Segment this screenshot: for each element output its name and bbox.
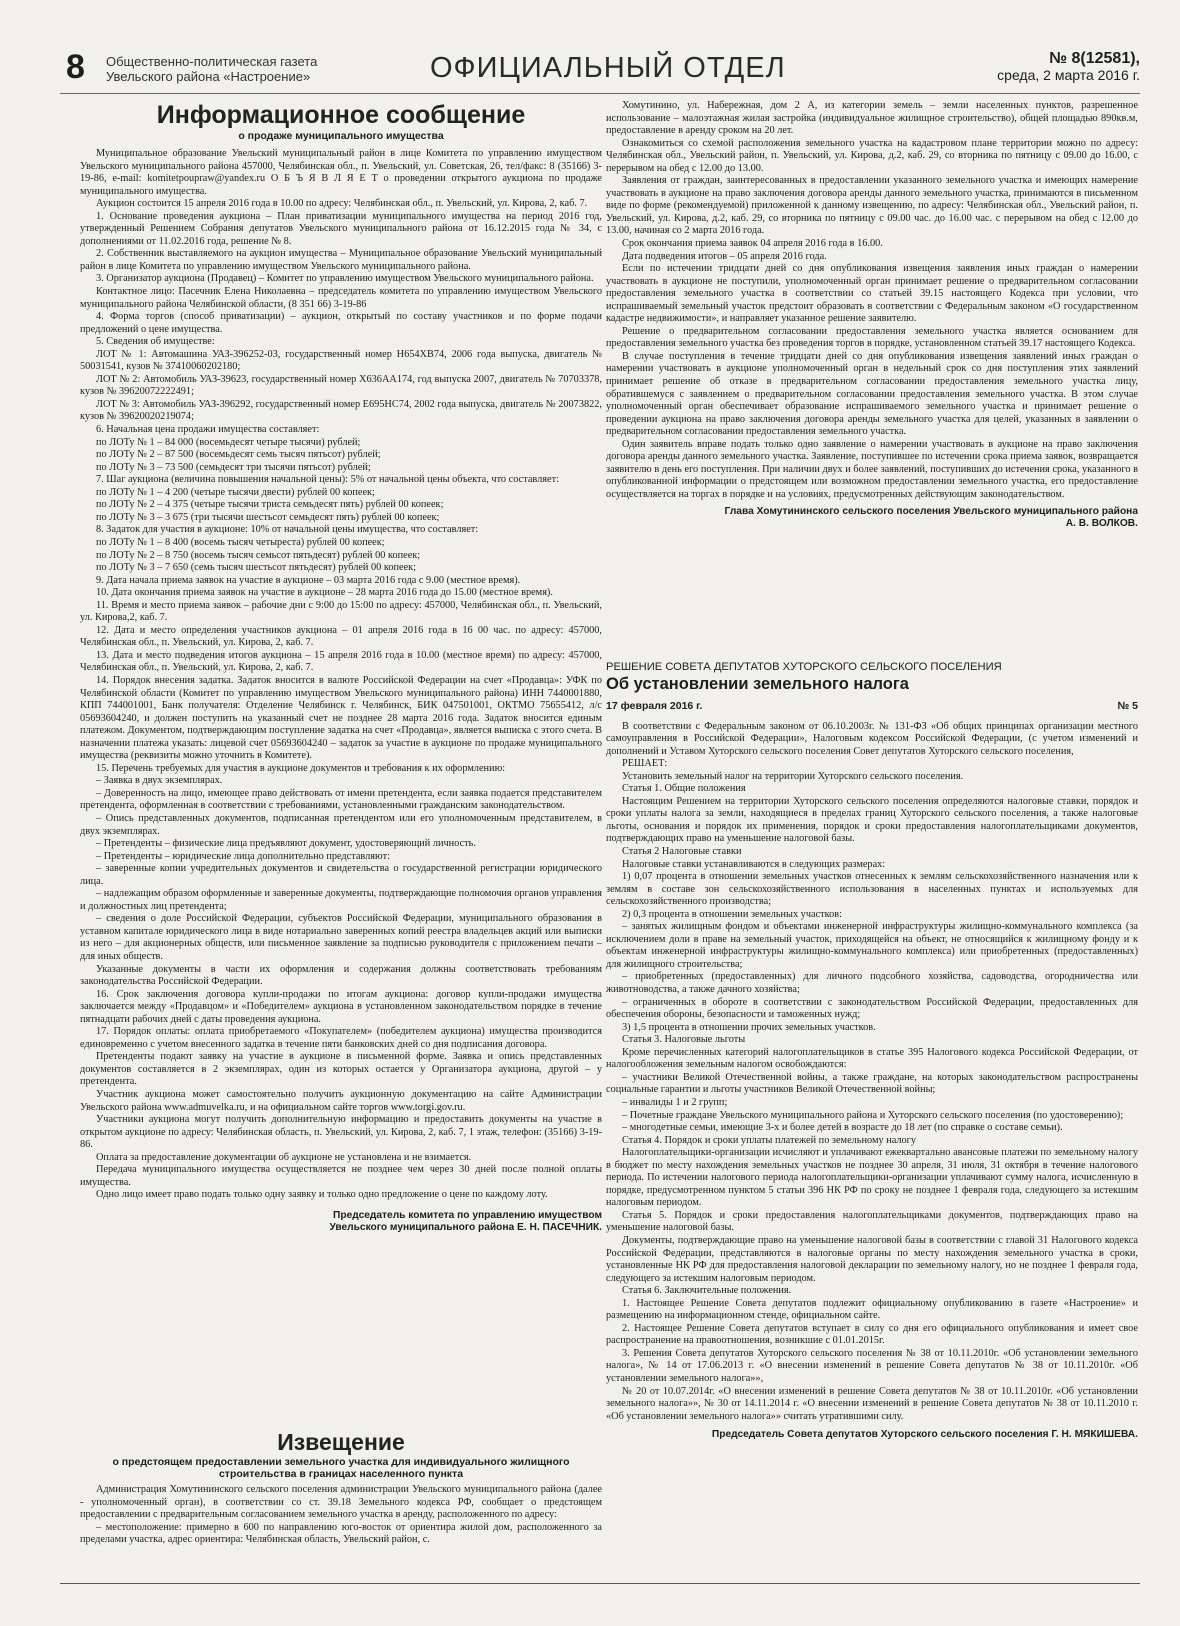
- decision-paragraph: Документы, подтверждающие право на уменьшение налоговой базы в соответствии с главой 31 Налогового кодекса Российской Федерации, представляются в налоговые органы по месту нахождения земельного участка в сроки, установленные НК РФ для предоставления налоговой декларации по земельному налогу, но не позднее 1 февраля года, следующего за истекшим налоговым периодом.: [606, 1234, 1138, 1284]
- info-message-paragraph: – Претенденты – юридические лица дополнительно представляют:: [96, 850, 390, 862]
- page-number: 8: [66, 48, 85, 86]
- newspaper-name: [106, 54, 317, 84]
- info-message-paragraph: Одно лицо имеет право подать только одну заявку и только одно предложение о цене по каждому лоту.: [96, 1189, 548, 1201]
- info-message-paragraph: по ЛОТу № 2 – 4 375 (четыре тысячи триста семьдесят пять) рублей 00 копеек;: [96, 499, 444, 511]
- decision-paragraph: 1. Настоящее Решение Совета депутатов подлежит официальному опубликованию в газете «Настроение» и размещению на информационном стенде, официальном сайте.: [606, 1297, 1138, 1322]
- info-message-paragraph: по ЛОТу № 2 – 87 500 (восемьдесят семь тысяч пятьсот) рублей;: [96, 449, 381, 461]
- info-message-paragraph: – Заявка в двух экземплярах.: [96, 775, 223, 787]
- notice-continuation-paragraph: Дата подведения итогов – 05 апреля 2016 года.: [622, 250, 827, 262]
- info-message-paragraph: Муниципальное образование Увельский муниципальный район в лице Комитета по управлению имуществом Увельского муниципального района 457000, Челябинская обл., п. Увельский, ул. Советская, 26, тел/факс: 8 (35166) 3-19-86, e-mail: komitetpoupraw@yandex.ru О Б Ъ Я В Л Я Е Т о проведении открытого аукциона по продаже муниципального имущества.: [80, 148, 602, 197]
- info-message-paragraph: – Опись представленных документов, подписанная претендентом или его уполномоченным представителем, в двух экземплярах.: [80, 812, 602, 837]
- info-message-paragraph: 1. Основание проведения аукциона – План приватизации муниципального имущества на период 2016 год, утвержденный Решением Собрания депутатов Увельского муниципального района от 16.12.2015 года № 34, с дополнениями от 11.02.2016 года, решение № 8.: [80, 210, 602, 247]
- decision-paragraph: Настоящим Решением на территории Хуторского сельского поселения определяются налоговые ставки, порядок и сроки уплаты налога за земли, находящиеся в пределах границ Хуторского сельского поселения, а также налоговые льготы, основания и порядок их применения, порядок и сроки предоставления налогоплательщиками документов, подтверждающих право на уменьшение налоговой базы.: [606, 795, 1138, 845]
- info-message-paragraph: Аукцион состоится 15 апреля 2016 года в 10.00 по адресу: Челябинская обл., п. Увельский, ул. Кирова, 2, каб. 7.: [96, 198, 588, 210]
- decision-paragraph: – участники Великой Отечественной войны, а также граждане, на которых законодательством распространены социальные гарантии и льготы участников Великой Отечественной войны;: [606, 1071, 1138, 1096]
- notice-body: [80, 1484, 602, 1547]
- notice-continuation-paragraph: Хомутинино, ул. Набережная, дом 2 А, из категории земель – земли населенных пунктов, разрешенное использование – малоэтажная жилая застройка (индивидуальное жилищное строительство), общей площадью 890кв.м, предоставление в аренду сроком на 20 лет.: [606, 100, 1138, 137]
- info-message-paragraph: 17. Порядок оплаты: оплата приобретаемого «Покупателем» (победителем аукциона) имущества производится единовременно с учетом внесенного задатка в течение пяти банковских дней со дня подписания договора.: [80, 1026, 602, 1050]
- decision-paragraph: – занятых жилищным фондом и объектами инженерной инфраструктуры жилищно-коммунального комплекса (за исключением доли в праве на земельный участок, приходящейся на объект, не относящийся к жилищному фонду и к объектам инженерной инфраструктуры жилищно-коммунального комплекса) или приобретенных (предоставленных) для жилищного строительства;: [606, 921, 1138, 970]
- decision-paragraph: Статья 6. Заключительные положения.: [622, 1285, 792, 1297]
- info-message-paragraph: – надлежащим образом оформленные и заверенные документы, подтверждающие полномочия органов управления и должностных лиц претендента;: [80, 888, 602, 912]
- info-message-paragraph: по ЛОТу № 3 – 3 675 (три тысячи шестьсот семьдесят пять) рублей 00 копеек;: [96, 511, 440, 523]
- decision-paragraph: Установить земельный налог на территории Хуторского сельского поселения.: [622, 770, 964, 782]
- info-message-sign-1: Председатель комитета по управлению имуществом: [333, 1209, 602, 1221]
- notice-continuation-paragraph: Заявления от граждан, заинтересованных в предоставлении указанного земельного участка и имеющих намерение участвовать в аукционе на право заключения договора аренды данного земельного участка, принимаются в письменном виде по форме (рекомендуемой) приложенной к данному извещению, по адресу: Челябинская обл., Увельский район, п. Увельский, ул. Кирова, д.2, каб. 29, со вторника по пятницу с 09.00 час. до 16.00 час. с перерывом на обед с 12.00 до 13.00, начиная со 2 марта 2016 года.: [606, 175, 1138, 237]
- info-message-title: Информационное сообщение: [156, 101, 526, 129]
- info-message-article: [80, 100, 602, 1418]
- info-message-paragraph: 5. Сведения об имуществе:: [96, 336, 215, 348]
- decision-title: Об установлении земельного налога: [606, 675, 909, 693]
- decision-paragraph: 2) 0,3 процента в отношении земельных участков:: [622, 908, 843, 920]
- info-message-paragraph: по ЛОТу № 2 – 8 750 (восемь тысяч семьсот пятьдесят) рублей 00 копеек;: [96, 549, 421, 561]
- info-message-paragraph: 15. Перечень требуемых для участия в аукционе документов и требования к их оформлению:: [96, 762, 506, 774]
- notice-continuation-paragraph: В случае поступления в течение тридцати дней со дня опубликования извещения заявлений иных граждан о намерении участвовать в аукционе уполномоченный орган в недельный срок со дня поступления этих заявлений принимает решение об отказе в предварительном согласовании предоставления земельного участка лицу, обратившемуся с заявлением о предварительном согласовании предоставления земельного участка. В этом случае уполномоченный орган обеспечивает образование испрашиваемого земельного участка и принимает решение о проведении аукциона на право заключения договора аренды земельного участка для целей, указанных в заявлении о предварительном согласовании предоставления земельного участка.: [606, 350, 1138, 438]
- decision-header: РЕШЕНИЕ СОВЕТА ДЕПУТАТОВ ХУТОРСКОГО СЕЛЬСКОГО ПОСЕЛЕНИЯ: [606, 661, 1002, 673]
- decision-paragraph: Кроме перечисленных категорий налогоплательщиков в статье 395 Налогового кодекса Российской Федерации, от налогообложения земельным налогом освобождаются:: [606, 1046, 1138, 1071]
- decision-paragraph: 3) 1,5 процента в отношении прочих земельных участков.: [622, 1021, 876, 1033]
- notice-sign-2: А. В. ВОЛКОВ.: [1065, 518, 1138, 529]
- decision-paragraph: – многодетные семьи, имеющие 3-х и более детей в возрасте до 18 лет (по справке о составе семьи).: [622, 1122, 1063, 1134]
- info-message-paragraph: Передача муниципального имущества осуществляется не позднее чем через 30 дней после полной оплаты имущества.: [80, 1164, 602, 1188]
- decision-paragraph: – инвалиды 1 и 2 групп;: [622, 1096, 728, 1108]
- newspaper-name-line1: Общественно-политическая газета: [106, 54, 318, 69]
- info-message-paragraph: 13. Дата и место подведения итогов аукциона – 15 апреля 2016 года в 10.00 (местное время) по адресу: 457000, Челябинская обл., п. Увельский, ул. Кирова, 2, каб. 7.: [80, 649, 602, 674]
- decision-paragraph: Статья 3. Налоговые льготы: [622, 1034, 746, 1046]
- info-message-paragraph: 7. Шаг аукциона (величина повышения начальной цены): 5% от начальной цены объекта, что составляет:: [96, 474, 559, 486]
- decision-body: [606, 721, 1138, 1424]
- notice-continuation: [606, 100, 1138, 660]
- info-message-paragraph: по ЛОТу № 1 – 84 000 (восемьдесят четыре тысячи) рублей;: [96, 436, 361, 448]
- notice-continuation-paragraph: Срок окончания приема заявок 04 апреля 2016 года в 16.00.: [622, 238, 883, 250]
- issue-info: [997, 50, 1140, 84]
- decision-date-row: [606, 700, 1138, 713]
- info-message-paragraph: 9. Дата начала приема заявок на участие в аукционе – 03 марта 2016 года с 9.00 (местное время).: [96, 574, 521, 586]
- notice-paragraph: – местоположение: примерно в 600 по направлению юго-восток от ориентира жилой дом, расположенного за пределами участка, адрес ориентира: Челябинская область, Увельский район, с.: [80, 1521, 602, 1546]
- decision-date: 17 февраля 2016 г.: [606, 700, 703, 712]
- decision-paragraph: Статья 4. Порядок и сроки уплаты платежей по земельному налогу: [622, 1134, 917, 1146]
- info-message-paragraph: по ЛОТу № 1 – 4 200 (четыре тысячи двести) рублей 00 копеек;: [96, 486, 375, 498]
- decision-number: № 5: [1117, 700, 1138, 712]
- decision-sign: Председатель Совета депутатов Хуторского сельского поселения Г. Н. МЯКИШЕВА.: [711, 1429, 1138, 1441]
- decision-paragraph: Налогоплательщики-организации исчисляют и уплачивают ежеквартально авансовые платежи по земельному налогу в бюджет по месту нахождения земельных участков не позднее 30 апреля, 31 июля, 31 октября в течение налогового периода. По истечении налогового периода налогоплательщики-организации уплачивают сумму налога, исчисленную в порядке, предусмотренном пунктом 5 статьи 396 НК РФ по сроку не позднее 1 февраля года, следующего за истекшим налоговым периодом.: [606, 1147, 1138, 1209]
- notice-continuation-paragraph: Если по истечении тридцати дней со дня опубликования извещения заявления иных граждан о намерении участвовать в аукционе не поступили, уполномоченный орган принимает решение о предварительном согласовании предоставления земельного участка в соответствии со статьей 39.15 настоящего Кодекса при условии, что испрашиваемый земельный участок предстоит образовать в соответствии с Федеральным законом «О государственном кадастре недвижимости», и направляет указанное решение заявителю.: [606, 263, 1138, 325]
- info-message-paragraph: 2. Собственник выставляемого на аукцион имущества – Муниципальное образование Увельский муниципальный район в лице Комитета по управлению имуществом Увельского муниципального района.: [80, 248, 602, 272]
- info-message-body: [80, 148, 602, 1202]
- info-message-paragraph: 16. Срок заключения договора купли-продажи по итогам аукциона: договор купли-продажи имущества заключается между «Продавцом» и «Победителем» аукциона в установленном законодательством порядке в течение пятнадцати рабочих дней с даты проведения аукциона.: [80, 988, 602, 1025]
- decision-paragraph: Статья 2 Налоговые ставки: [622, 846, 742, 858]
- page-header: [60, 48, 1140, 90]
- decision-paragraph: – Почетные граждане Увельского муниципального района и Хуторского сельского поселения (по удостоверению);: [622, 1109, 1124, 1121]
- info-message-paragraph: 10. Дата окончания приема заявок на участие в аукционе – 28 марта 2016 года до 15.00 (местное время).: [96, 587, 553, 599]
- info-message-paragraph: 3. Организатор аукциона (Продавец) – Комитет по управлению имуществом Увельского муниципального района.: [96, 273, 594, 285]
- bottom-rule: [60, 1583, 1140, 1584]
- notice-sign-1: Глава Хомутининского сельского поселения Увельского муниципального района: [724, 505, 1138, 517]
- info-message-paragraph: 6. Начальная цена продажи имущества составляет:: [96, 424, 320, 436]
- notice-paragraph: Администрация Хомутининского сельского поселения администрации Увельского муниципального района (далее - уполномоченный орган), в соответствии со ст. 39.18 Земельного кодекса РФ, сообщает о предстоящем предоставлении с предварительным согласованием земельного участка в аренду, расположенного по адресу:: [80, 1484, 602, 1521]
- decision-paragraph: Статья 1. Общие положения: [622, 783, 746, 795]
- notice-subtitle: о предстоящем предоставлении земельного участка для индивидуального жилищного строительства в границах населенного пункта: [112, 1456, 570, 1480]
- info-message-paragraph: – Доверенность на лицо, имеющее право действовать от имени претендента, если заявка подается представителем претендента, оформленная в соответствии с требованиями, установленными гражданским законодательством.: [80, 787, 602, 812]
- newspaper-name-line2: Увельского района «Настроение»: [106, 69, 311, 84]
- info-message-paragraph: Указанные документы в части их оформления и содержания должны соответствовать требованиям законодательства Российской Федерации.: [80, 963, 602, 988]
- decision-paragraph: 2. Настоящее Решение Совета депутатов вступает в силу со дня его официального опубликования и имеет свое распространение на правоотношения, возникшие с 01.01.2015г.: [606, 1322, 1138, 1347]
- info-message-paragraph: – Претенденты – физические лица предъявляют документ, удостоверяющий личность.: [96, 838, 476, 850]
- info-message-paragraph: 11. Время и место приема заявок – рабочие дни с 9:00 до 15:00 по адресу: 457000, Челябинская обл., п. Увельский, ул. Кирова,2, каб. 7.: [80, 599, 602, 624]
- notice-continuation-paragraph: Ознакомиться со схемой расположения земельного участка на кадастровом плане территории можно по адресу: Челябинская обл., Увельский район, п. Увельский, ул. Кирова, д.2, каб. 29, со вторника по пятницу с 09.00 до 16.00, с перерывом на обед с 12.00 до 13.00.: [606, 137, 1138, 174]
- info-message-paragraph: ЛОТ № 1: Автомашина УАЗ-396252-03, государственный номер Н654ХВ74, 2006 года выпуска, двигатель № 50031541, кузов № 37410060202180;: [80, 348, 602, 373]
- section-title: ОФИЦИАЛЬНЫЙ ОТДЕЛ: [430, 52, 786, 84]
- info-message-paragraph: 12. Дата и место определения участников аукциона – 01 апреля 2016 года в 16 00 час. по адресу: 457000, Челябинская обл., п. Увельский, ул. Кирова, 2, каб. 7.: [80, 624, 602, 649]
- info-message-paragraph: – сведения о доле Российской Федерации, субъектов Российской Федерации, муниципального образования в уставном капитале юридического лица в виде нотариально заверенных копий реестра владельцев акций или выписки из него – для акционерных обществ, или письменное заявление за подписью руководителя с приложением печати – для иных обществ.: [80, 913, 602, 962]
- decision-paragraph: 1) 0,07 процента в отношении земельных участков отнесенных к землям сельскохозяйственного назначения или к землям в составе зон сельскохозяйственного использования в населенных пунктах и используемых для сельскохозяйственного производства;: [606, 871, 1138, 908]
- info-message-paragraph: по ЛОТу № 3 – 73 500 (семьдесят три тысячи пятьсот) рублей;: [96, 461, 371, 473]
- info-message-paragraph: по ЛОТу № 1 – 8 400 (восемь тысяч четыреста) рублей 00 копеек;: [96, 536, 385, 548]
- info-message-paragraph: ЛОТ № 3: Автомобиль УАЗ-396292, государственный номер Е695НС74, 2002 года выпуска, двигатель № 20073822, кузов № 39620020219074;: [80, 398, 602, 423]
- info-message-paragraph: 8. Задаток для участия в аукционе: 10% от начальной цены имущества, что составляет:: [96, 524, 479, 536]
- info-message-paragraph: 4. Форма торгов (способ приватизации) – аукцион, открытый по составу участников и по форме подачи предложений о цене имущества.: [80, 311, 602, 335]
- decision-paragraph: – приобретенных (предоставленных) для личного подсобного хозяйства, садоводства, огородничества или животноводства, а также дачного хозяйства;: [606, 971, 1138, 996]
- header-rule: [60, 93, 1140, 94]
- decision-paragraph: 3. Решения Совета депутатов Хуторского сельского поселения № 38 от 10.11.2010г. «Об установлении земельного налога», № 14 от 17.06.2013 г. «О внесении изменений в решение Совета депутатов № 38 от 10.11.2010г. «Об установлении земельного налога»»,: [606, 1347, 1138, 1384]
- issue-date: среда, 2 марта 2016 г.: [997, 67, 1140, 83]
- info-message-paragraph: – заверенные копии учредительных документов и свидетельства о государственной регистрации юридического лица.: [80, 863, 602, 887]
- notice-continuation-paragraph: Решение о предварительном согласовании предоставления земельного участка является основанием для предоставления земельного участка без проведения торгов в порядке, установленном статьей 39.17 настоящего Кодекса.: [606, 325, 1138, 350]
- info-message-paragraph: ЛОТ № 2: Автомобиль УАЗ-39623, государственный номер Х636АА174, год выпуска 2007, двигатель № 70703378, кузов № 39620072222491;: [80, 373, 602, 398]
- decision-paragraph: – ограниченных в обороте в соответствии с законодательством Российской Федерации, предоставленных для обеспечения обороны, безопасности и таможенных нужд;: [606, 996, 1138, 1021]
- info-message-paragraph: по ЛОТу № 3 – 7 650 (семь тысяч шестьсот пятьдесят) рублей 00 копеек;: [96, 562, 417, 574]
- decision-paragraph: РЕШАЕТ:: [622, 758, 668, 770]
- notice-title: Извещение: [277, 1429, 405, 1455]
- decision-paragraph: № 20 от 10.07.2014г. «О внесении изменений в решение Совета депутатов № 38 от 10.11.2010г. «Об установлении земельного налога»», № 30 от 14.11.2014 г. «О внесении изменений в решение Совета депутатов № 38 от 10.11.2010 г. «Об установлении земельного налога»» считать утратившими силу.: [606, 1385, 1138, 1422]
- notice-article: [80, 1428, 602, 1547]
- info-message-sign-2: Увельского муниципального района Е. Н. ПАСЕЧНИК.: [329, 1222, 602, 1234]
- decision-paragraph: Налоговые ставки устанавливаются в следующих размерах:: [622, 858, 886, 870]
- info-message-paragraph: Участники аукциона могут получить дополнительную информацию и предоставить документы на участие в открытом аукционе по адресу: Челябинская область, п. Увельский, ул. Кирова, 2, каб. 7, 1 этаж, телефон: (35166) 3-19-86.: [80, 1114, 602, 1151]
- info-message-paragraph: 14. Порядок внесения задатка. Задаток вносится в валюте Российской Федерации на счет «Продавца»: УФК по Челябинской области (Комитет по управлению имуществом Увельского муниципального района) ИНН 7440001880, КПП 744001001, Банк получателя: Отделение Челябинск г. Челябинск, БИК 047501001, ОКТМО 75655412, л/с 05693604240, и должен поступить на указанный счет не позднее 28 марта 2016 года. Задаток вносится единым платежом. Документом, подтверждающим поступление задатка на счет «Продавца», является выписка с этого счета. В назначении платежа указать: лицевой счет 05693604240 – задаток за участие в аукционе по продаже муниципального имущества (реквизиты можно уточнить в Комитете).: [80, 674, 602, 762]
- notice-continuation-paragraph: Один заявитель вправе подать только одно заявление о намерении участвовать в аукционе на право заключения договора аренды данного земельного участка. Заявление, поступившее по истечении срока приема заявок, возвращается заявителю в день его поступления. При наличии двух и более заявлений, поступивших до истечения срока, указанного в опубликованной информации о предстоящем или возможном предоставлении земельного участка, его предоставление осуществляется на торгах в порядке и на условиях, предусмотренных действующим законодательством.: [606, 438, 1138, 500]
- info-message-paragraph: Оплата за предоставление документации об аукционе не установлена и не взимается.: [96, 1151, 472, 1163]
- issue-number: № 8(12581),: [1049, 50, 1140, 67]
- decision-paragraph: В соответствии с Федеральным законом от 06.10.2003г. № 131-ФЗ «Об общих принципах организации местного самоуправления в Российской Федерации», Налоговым кодексом Российской Федерации, (с учетом изменений и дополнений и Уставом Хуторского сельского поселения Совет депутатов Хуторского сельского поселения,: [606, 720, 1138, 757]
- info-message-paragraph: Контактное лицо: Пасечник Елена Николаевна – председатель комитета по управлению имуществом Увельского муниципального района Челябинской области, (8 351 66) 3-19-86: [80, 286, 602, 310]
- info-message-subtitle: о продаже муниципального имущества: [238, 130, 444, 142]
- info-message-paragraph: Участник аукциона может самостоятельно получить аукционную документацию на сайте Администрации Увельского района www.admuvelka.ru, и на официальном сайте торгов www.torgi.gov.ru.: [80, 1089, 602, 1113]
- decision-paragraph: Статья 5. Порядок и сроки предоставления налогоплательщиками документов, подтверждающих право на уменьшение налоговой базы.: [606, 1209, 1138, 1234]
- notice-continuation-body: [606, 100, 1138, 502]
- decision-article: [606, 660, 1138, 1578]
- info-message-paragraph: Претенденты подают заявку на участие в аукционе в письменной форме. Заявка и опись представленных документов составляется в 2 экземплярах, один из которых остается у Организатора аукциона, другой – у претендента.: [80, 1051, 602, 1088]
